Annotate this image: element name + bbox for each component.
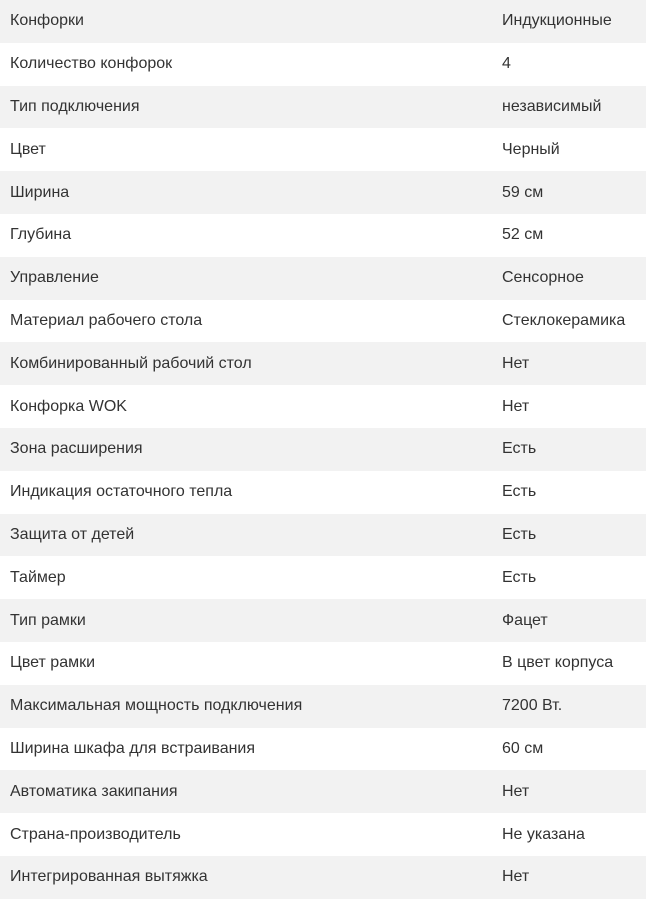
spec-row-auto-boil [0, 770, 646, 813]
spec-value: 7200 Вт. [502, 697, 563, 715]
spec-name: Конфорки [10, 12, 84, 30]
spec-value: Есть [502, 568, 537, 586]
spec-value: Есть [502, 440, 537, 458]
spec-value: Есть [502, 525, 537, 543]
spec-row-depth [0, 214, 646, 257]
spec-name: Таймер [10, 568, 66, 586]
spec-row-width [0, 171, 646, 214]
spec-name: Управление [10, 269, 99, 287]
spec-row-color [0, 128, 646, 171]
spec-value: Стеклокерамика [502, 311, 626, 329]
spec-row-cabinet-width [0, 728, 646, 771]
spec-row-max-power [0, 685, 646, 728]
spec-row-surface-material [0, 300, 646, 343]
spec-name: Ширина шкафа для встраивания [10, 739, 256, 757]
spec-name: Защита от детей [10, 525, 135, 543]
spec-name: Цвет рамки [10, 654, 96, 672]
spec-name: Глубина [10, 226, 72, 244]
spec-name: Количество конфорок [10, 55, 173, 73]
spec-value: Нет [502, 397, 530, 415]
spec-value: В цвет корпуса [502, 654, 614, 672]
spec-value: 59 см [502, 183, 544, 201]
spec-name: Страна-производитель [10, 825, 181, 843]
spec-value: Индукционные [502, 12, 612, 30]
spec-row-residual-heat [0, 471, 646, 514]
spec-name: Ширина [10, 183, 70, 201]
spec-name: Тип подключения [10, 97, 140, 115]
spec-row-combined-surface [0, 342, 646, 385]
spec-name: Материал рабочего стола [10, 311, 203, 329]
spec-name: Конфорка WOK [10, 397, 127, 415]
spec-value: Нет [502, 782, 530, 800]
spec-value: 60 см [502, 739, 544, 757]
spec-value: Фацет [502, 611, 548, 629]
spec-value: 52 см [502, 226, 544, 244]
spec-row-frame-color [0, 642, 646, 685]
spec-row-timer [0, 556, 646, 599]
spec-value: Черный [502, 140, 560, 158]
spec-name: Тип рамки [10, 611, 86, 629]
spec-row-country [0, 813, 646, 856]
spec-name: Автоматика закипания [10, 782, 178, 800]
spec-row-burners [0, 0, 646, 43]
spec-value: независимый [502, 97, 602, 115]
spec-value: Есть [502, 483, 537, 501]
spec-row-connection-type [0, 86, 646, 129]
spec-row-control [0, 257, 646, 300]
spec-value: Нет [502, 868, 530, 886]
spec-row-child-lock [0, 514, 646, 557]
spec-name: Индикация остаточного тепла [10, 483, 233, 501]
spec-value: 4 [502, 55, 511, 73]
spec-row-wok-burner [0, 385, 646, 428]
spec-row-integrated-hood [0, 856, 646, 899]
spec-name: Интегрированная вытяжка [10, 868, 208, 886]
spec-row-frame-type [0, 599, 646, 642]
spec-name: Комбинированный рабочий стол [10, 354, 252, 372]
spec-value: Не указана [502, 825, 585, 843]
spec-name: Максимальная мощность подключения [10, 697, 303, 715]
spec-row-extension-zone [0, 428, 646, 471]
spec-value: Нет [502, 354, 530, 372]
spec-value: Сенсорное [502, 269, 584, 287]
spec-name: Зона расширения [10, 440, 143, 458]
spec-name: Цвет [10, 140, 46, 158]
spec-row-burner-count [0, 43, 646, 86]
